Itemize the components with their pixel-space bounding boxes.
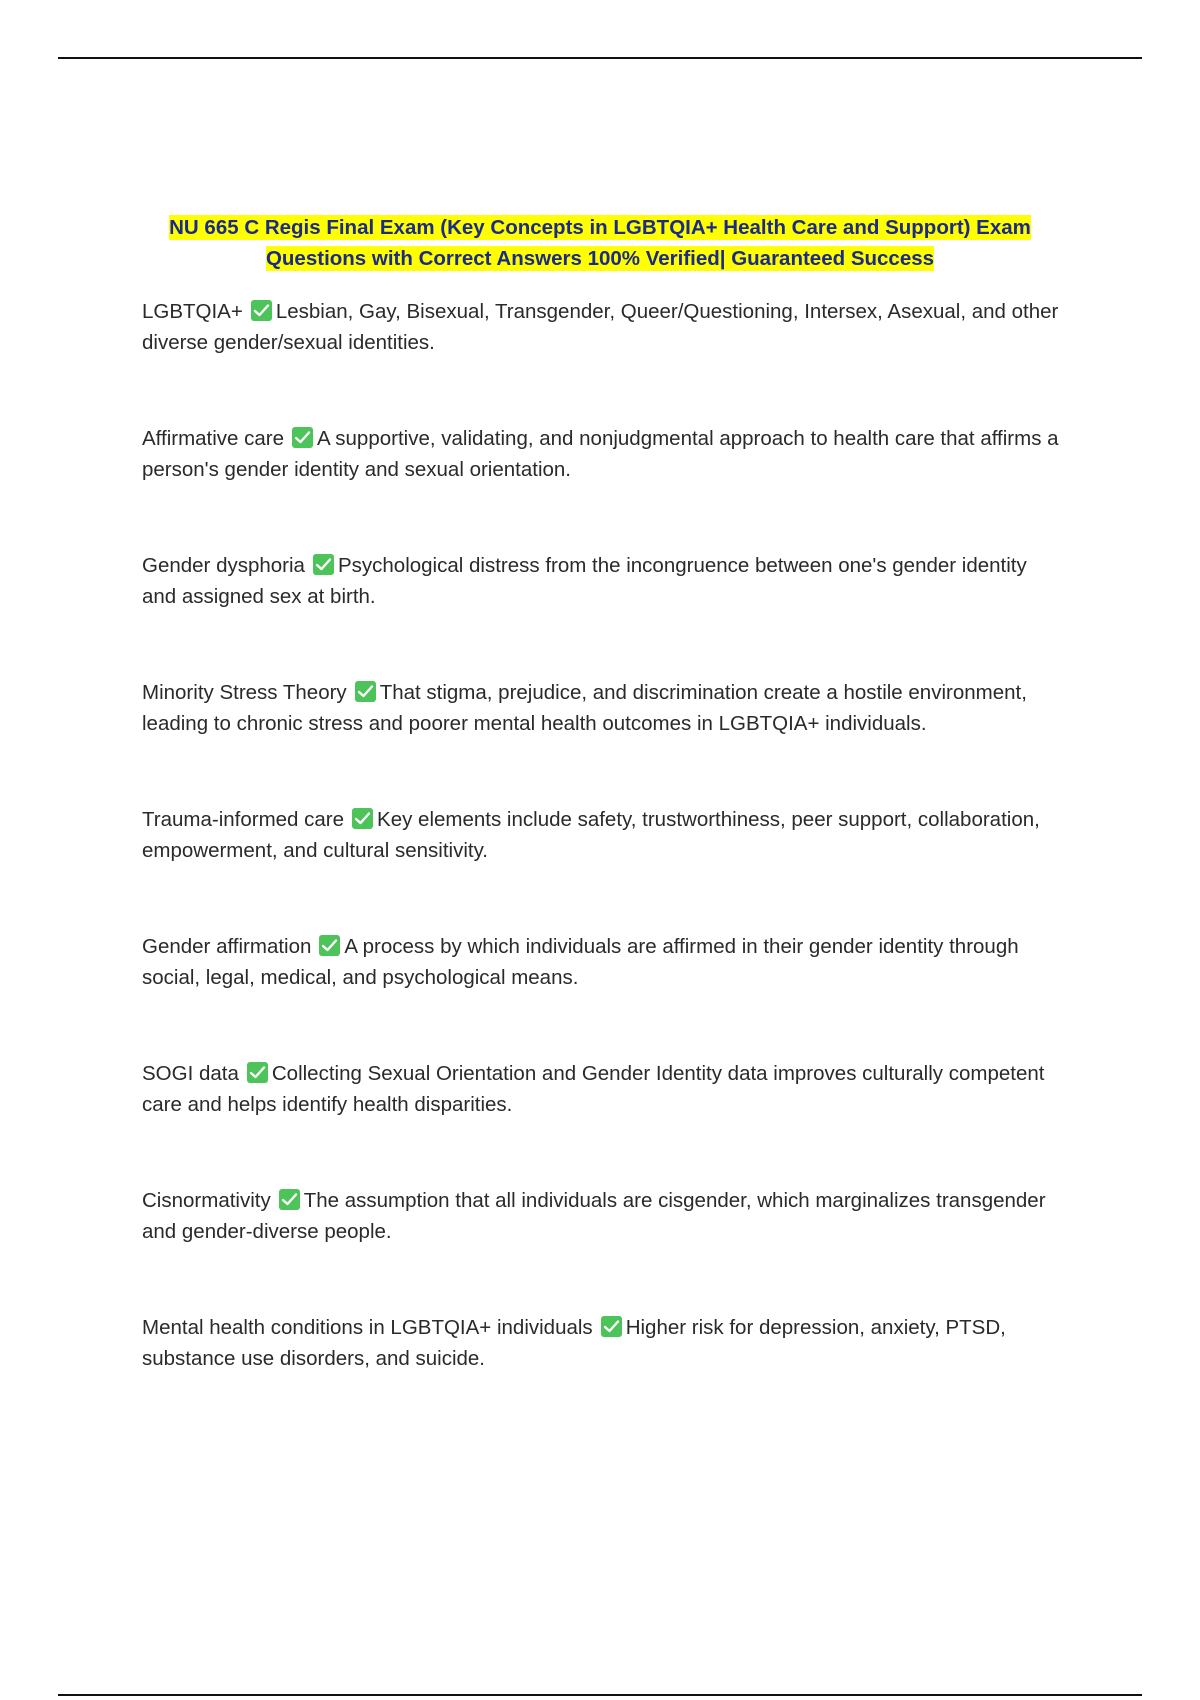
check-icon xyxy=(251,300,272,321)
list-item xyxy=(142,931,1062,993)
list-item xyxy=(142,550,1062,612)
check-icon xyxy=(319,935,340,956)
document-title xyxy=(100,212,1100,274)
check-icon xyxy=(601,1316,622,1337)
check-icon xyxy=(247,1062,268,1083)
check-icon xyxy=(292,427,313,448)
title-line-1: NU 665 C Regis Final Exam (Key Concepts in LGBTQIA+ Health Care and Support) Exam xyxy=(169,216,1031,239)
term: Mental health conditions in LGBTQIA+ individuals xyxy=(142,1316,593,1339)
term: Affirmative care xyxy=(142,427,285,450)
term-list xyxy=(142,296,1062,1439)
definition: Higher risk for depression, anxiety, PTSD, substance use disorders, and suicide. xyxy=(142,1316,1006,1370)
definition: That stigma, prejudice, and discrimination create a hostile environment, leading to chronic stress and poorer mental health outcomes in LGBTQIA+ individuals. xyxy=(142,681,1027,735)
list-item xyxy=(142,1058,1062,1120)
footer-rule xyxy=(58,1694,1142,1696)
check-icon xyxy=(355,681,376,702)
term: LGBTQIA+ xyxy=(142,300,243,323)
definition: Psychological distress from the incongruence between one's gender identity and assigned sex at birth. xyxy=(142,554,1027,608)
term: Gender dysphoria xyxy=(142,554,305,577)
check-icon xyxy=(313,554,334,575)
header-rule xyxy=(58,57,1142,59)
list-item xyxy=(142,296,1062,358)
list-item xyxy=(142,677,1062,739)
term: Trauma-informed care xyxy=(142,808,345,831)
check-icon xyxy=(352,808,373,829)
definition: A supportive, validating, and nonjudgmental approach to health care that affirms a person's gender identity and sexual orientation. xyxy=(142,427,1059,481)
definition: Lesbian, Gay, Bisexual, Transgender, Queer/Questioning, Intersex, Asexual, and other diverse gender/sexual identities. xyxy=(142,300,1059,354)
term: Gender affirmation xyxy=(142,935,312,958)
term: SOGI data xyxy=(142,1062,239,1085)
definition: Collecting Sexual Orientation and Gender Identity data improves culturally competent care and helps identify health disparities. xyxy=(142,1062,1045,1116)
list-item xyxy=(142,1312,1062,1374)
list-item xyxy=(142,1185,1062,1247)
definition: The assumption that all individuals are cisgender, which marginalizes transgender and gender-diverse people. xyxy=(142,1189,1046,1243)
list-item xyxy=(142,804,1062,866)
term: Cisnormativity xyxy=(142,1189,271,1212)
check-icon xyxy=(279,1189,300,1210)
title-line-2: Questions with Correct Answers 100% Verified| Guaranteed Success xyxy=(265,247,935,270)
list-item xyxy=(142,423,1062,485)
definition: A process by which individuals are affirmed in their gender identity through social, legal, medical, and psychological means. xyxy=(142,935,1019,989)
term: Minority Stress Theory xyxy=(142,681,347,704)
definition: Key elements include safety, trustworthiness, peer support, collaboration, empowerment, and cultural sensitivity. xyxy=(142,808,1040,862)
